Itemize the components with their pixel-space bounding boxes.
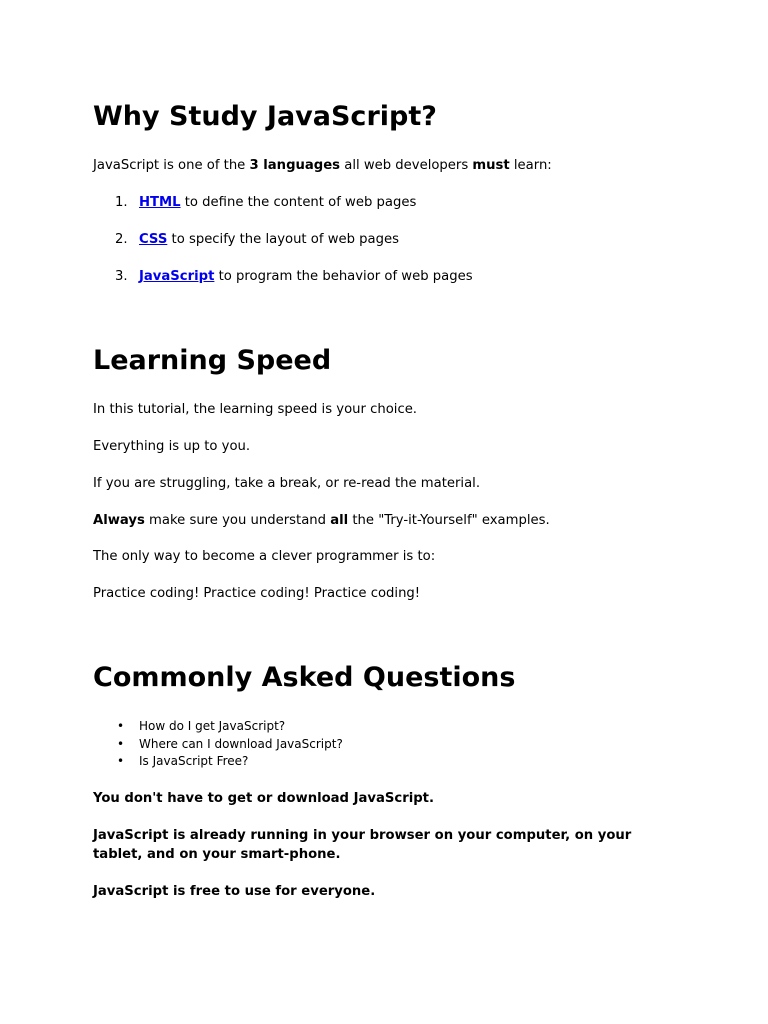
link-javascript[interactable]: JavaScript	[139, 269, 215, 284]
answer-free: JavaScript is free to use for everyone.	[93, 884, 376, 899]
paragraph-up-to-you: Everything is up to you.	[93, 439, 251, 454]
heading-learning-speed: Learning Speed	[93, 345, 332, 376]
answer-already-running: JavaScript is already running in your browser on your computer, on your tablet, and on your smart-phone.	[93, 828, 632, 862]
intro-paragraph: JavaScript is one of the 3 languages all web developers must learn:	[93, 158, 552, 173]
paragraph-clever-programmer: The only way to become a clever programmer is to:	[93, 549, 436, 564]
answer-no-download: You don't have to get or download JavaScript.	[93, 791, 434, 806]
bold-must: must	[472, 158, 510, 173]
paragraph-learning-speed: In this tutorial, the learning speed is your choice.	[93, 402, 418, 417]
heading-commonly-asked-questions: Commonly Asked Questions	[93, 662, 516, 693]
bullet-icon: •	[117, 719, 125, 733]
paragraph-practice-coding: Practice coding! Practice coding! Practice coding!	[93, 586, 421, 601]
paragraph-struggling: If you are struggling, take a break, or re-read the material.	[93, 476, 481, 491]
bold-3-languages: 3 languages	[249, 158, 341, 173]
bullet-icon: •	[117, 754, 125, 768]
bold-all: all	[330, 513, 349, 528]
bullet-icon: •	[117, 737, 125, 751]
bold-always: Always	[93, 513, 145, 528]
paragraph-always: Always make sure you understand all the "Try-it-Yourself" examples.	[93, 513, 550, 528]
link-html[interactable]: HTML	[139, 195, 181, 210]
heading-why-study-javascript: Why Study JavaScript?	[93, 101, 437, 132]
link-css[interactable]: CSS	[139, 232, 168, 247]
